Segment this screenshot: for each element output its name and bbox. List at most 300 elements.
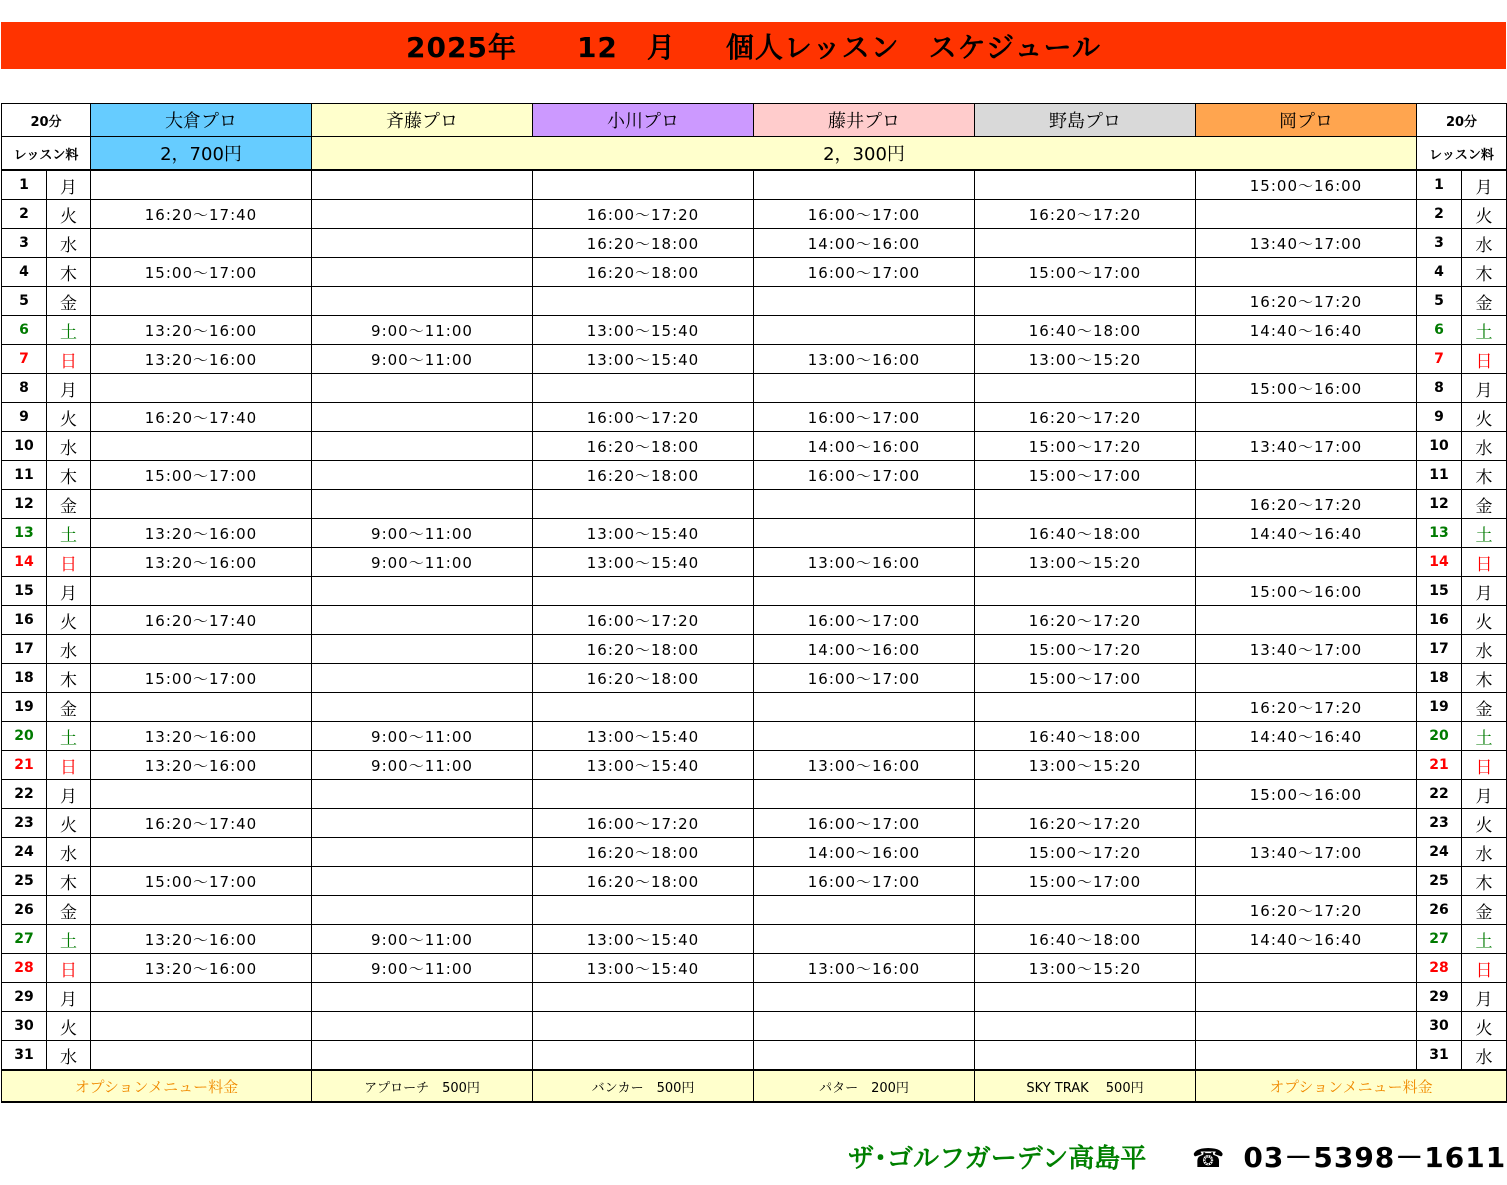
weekday: 月	[47, 577, 91, 606]
lesson-slot: 15:00～16:00	[1196, 577, 1417, 606]
lesson-slot	[312, 1041, 533, 1071]
weekday: 日	[47, 751, 91, 780]
weekday-right: 土	[1462, 925, 1507, 954]
lesson-slot	[312, 258, 533, 287]
lesson-slot: 13:00～15:40	[533, 316, 754, 345]
day-number-right: 18	[1417, 664, 1462, 693]
lesson-slot: 9:00～11:00	[312, 954, 533, 983]
lesson-slot: 13:40～17:00	[1196, 838, 1417, 867]
lesson-slot: 16:00～17:00	[754, 606, 975, 635]
lesson-slot	[533, 170, 754, 200]
weekday: 水	[47, 229, 91, 258]
lesson-slot	[1196, 751, 1417, 780]
lesson-slot: 14:00～16:00	[754, 229, 975, 258]
lesson-slot: 13:00～16:00	[754, 954, 975, 983]
lesson-slot: 13:00～16:00	[754, 548, 975, 577]
day-number-right: 5	[1417, 287, 1462, 316]
lesson-slot: 13:20～16:00	[91, 722, 312, 751]
lesson-slot: 9:00～11:00	[312, 519, 533, 548]
table-row	[2, 548, 1507, 577]
lesson-slot: 16:00～17:20	[533, 809, 754, 838]
weekday: 金	[47, 287, 91, 316]
weekday: 金	[47, 490, 91, 519]
weekday-right: 水	[1462, 1041, 1507, 1071]
table-row	[2, 664, 1507, 693]
lesson-slot: 13:20～16:00	[91, 954, 312, 983]
weekday: 火	[47, 200, 91, 229]
lesson-slot: 16:40～18:00	[975, 519, 1196, 548]
lesson-slot	[533, 374, 754, 403]
lesson-slot: 16:20～17:20	[1196, 287, 1417, 316]
day-number-right: 23	[1417, 809, 1462, 838]
weekday: 火	[47, 606, 91, 635]
day-number-right: 26	[1417, 896, 1462, 925]
lesson-slot: 13:00～15:20	[975, 954, 1196, 983]
day-number-right: 13	[1417, 519, 1462, 548]
day-number-right: 2	[1417, 200, 1462, 229]
lesson-slot: 14:40～16:40	[1196, 519, 1417, 548]
table-row	[2, 925, 1507, 954]
weekday: 月	[47, 983, 91, 1012]
pro-name-5: 野島プロ	[975, 104, 1196, 137]
weekday: 木	[47, 867, 91, 896]
lesson-slot	[312, 461, 533, 490]
day-number: 24	[2, 838, 47, 867]
lesson-slot: 14:40～16:40	[1196, 316, 1417, 345]
weekday: 日	[47, 345, 91, 374]
fee-others: 2，300円	[312, 137, 1417, 171]
lesson-slot	[754, 519, 975, 548]
weekday: 土	[47, 519, 91, 548]
schedule-table	[1, 103, 1507, 1103]
day-number: 23	[2, 809, 47, 838]
fee-label-right: レッスン料	[1417, 137, 1507, 171]
lesson-slot: 15:00～17:00	[975, 258, 1196, 287]
lesson-slot: 16:20～17:40	[91, 403, 312, 432]
lesson-slot	[1196, 809, 1417, 838]
lesson-slot: 14:40～16:40	[1196, 722, 1417, 751]
lesson-slot	[754, 780, 975, 809]
option-item: アプローチ 500円	[312, 1070, 533, 1102]
lesson-slot	[91, 287, 312, 316]
lesson-slot: 16:00～17:00	[754, 461, 975, 490]
weekday-right: 日	[1462, 548, 1507, 577]
day-number-right: 22	[1417, 780, 1462, 809]
weekday: 日	[47, 954, 91, 983]
lesson-slot: 16:00～17:20	[533, 606, 754, 635]
lesson-slot	[975, 170, 1196, 200]
weekday-right: 月	[1462, 170, 1507, 200]
weekday: 火	[47, 809, 91, 838]
lesson-slot	[91, 432, 312, 461]
lesson-slot	[1196, 461, 1417, 490]
lesson-slot: 16:20～17:40	[91, 200, 312, 229]
lesson-slot: 13:00～15:20	[975, 548, 1196, 577]
lesson-slot: 15:00～16:00	[1196, 170, 1417, 200]
lesson-slot	[91, 374, 312, 403]
day-number-right: 31	[1417, 1041, 1462, 1071]
weekday: 土	[47, 316, 91, 345]
lesson-slot: 16:00～17:20	[533, 403, 754, 432]
lesson-slot	[754, 287, 975, 316]
lesson-slot	[312, 490, 533, 519]
lesson-slot: 16:20～18:00	[533, 258, 754, 287]
lesson-slot	[91, 229, 312, 258]
lesson-slot: 9:00～11:00	[312, 925, 533, 954]
lesson-slot	[975, 896, 1196, 925]
lesson-slot: 13:40～17:00	[1196, 635, 1417, 664]
fee-okura: 2，700円	[91, 137, 312, 171]
lesson-slot	[1196, 258, 1417, 287]
weekday: 月	[47, 780, 91, 809]
lesson-slot: 13:00～15:20	[975, 345, 1196, 374]
weekday-right: 火	[1462, 1012, 1507, 1041]
lesson-slot	[312, 577, 533, 606]
day-number-right: 29	[1417, 983, 1462, 1012]
day-number: 5	[2, 287, 47, 316]
lesson-slot: 15:00～17:00	[975, 867, 1196, 896]
lesson-slot: 9:00～11:00	[312, 751, 533, 780]
lesson-slot	[754, 170, 975, 200]
lesson-slot: 16:20～17:20	[1196, 896, 1417, 925]
lesson-slot	[91, 983, 312, 1012]
day-number-right: 15	[1417, 577, 1462, 606]
table-row	[2, 838, 1507, 867]
page-title: 個人レッスン スケジュール	[725, 30, 1101, 64]
day-number-right: 3	[1417, 229, 1462, 258]
weekday-right: 水	[1462, 432, 1507, 461]
option-item: SKY TRAK 500円	[975, 1070, 1196, 1102]
phone-number: 03－5398－1611	[1243, 1141, 1507, 1174]
table-row	[2, 229, 1507, 258]
lesson-slot	[91, 1041, 312, 1071]
lesson-slot: 15:00～16:00	[1196, 374, 1417, 403]
lesson-slot: 13:00～15:40	[533, 548, 754, 577]
lesson-slot	[754, 693, 975, 722]
lesson-slot: 14:00～16:00	[754, 838, 975, 867]
lesson-slot	[312, 432, 533, 461]
day-number-right: 19	[1417, 693, 1462, 722]
weekday: 水	[47, 432, 91, 461]
weekday-right: 日	[1462, 751, 1507, 780]
lesson-slot: 16:00～17:00	[754, 867, 975, 896]
lesson-slot: 16:00～17:00	[754, 200, 975, 229]
lesson-slot: 13:00～15:40	[533, 722, 754, 751]
day-number: 20	[2, 722, 47, 751]
day-number: 22	[2, 780, 47, 809]
weekday-right: 火	[1462, 403, 1507, 432]
day-number-right: 10	[1417, 432, 1462, 461]
lesson-slot: 16:20～18:00	[533, 838, 754, 867]
header-row-fees	[2, 137, 1507, 171]
weekday-right: 月	[1462, 577, 1507, 606]
pro-name-3: 小川プロ	[533, 104, 754, 137]
title-month: 12 月	[576, 30, 676, 64]
table-row	[2, 896, 1507, 925]
weekday-right: 月	[1462, 780, 1507, 809]
lesson-slot	[754, 1041, 975, 1071]
table-row	[2, 954, 1507, 983]
lesson-slot	[533, 693, 754, 722]
lesson-slot: 15:00～16:00	[1196, 780, 1417, 809]
weekday-right: 土	[1462, 519, 1507, 548]
lesson-slot: 16:20～18:00	[533, 432, 754, 461]
weekday-right: 月	[1462, 374, 1507, 403]
lesson-slot	[533, 1012, 754, 1041]
lesson-slot: 13:40～17:00	[1196, 229, 1417, 258]
weekday: 火	[47, 403, 91, 432]
lesson-slot: 9:00～11:00	[312, 345, 533, 374]
lesson-slot	[1196, 867, 1417, 896]
lesson-slot	[1196, 983, 1417, 1012]
lesson-slot	[91, 896, 312, 925]
weekday-right: 木	[1462, 461, 1507, 490]
lesson-slot: 13:20～16:00	[91, 345, 312, 374]
lesson-slot: 13:00～15:40	[533, 751, 754, 780]
day-number-right: 28	[1417, 954, 1462, 983]
weekday-right: 金	[1462, 287, 1507, 316]
lesson-slot	[754, 896, 975, 925]
lesson-slot	[533, 577, 754, 606]
lesson-slot	[1196, 954, 1417, 983]
lesson-slot: 13:20～16:00	[91, 316, 312, 345]
day-number: 10	[2, 432, 47, 461]
day-number-right: 14	[1417, 548, 1462, 577]
weekday: 木	[47, 258, 91, 287]
lesson-slot	[533, 1041, 754, 1071]
day-number-right: 20	[1417, 722, 1462, 751]
day-number: 31	[2, 1041, 47, 1071]
lesson-slot: 14:40～16:40	[1196, 925, 1417, 954]
table-row	[2, 170, 1507, 200]
lesson-slot: 16:20～18:00	[533, 635, 754, 664]
lesson-slot: 16:20～18:00	[533, 461, 754, 490]
day-number-right: 4	[1417, 258, 1462, 287]
lesson-slot	[91, 838, 312, 867]
lesson-slot: 9:00～11:00	[312, 316, 533, 345]
day-number: 29	[2, 983, 47, 1012]
lesson-slot	[312, 635, 533, 664]
lesson-slot	[754, 1012, 975, 1041]
weekday: 日	[47, 548, 91, 577]
lesson-slot: 9:00～11:00	[312, 722, 533, 751]
lesson-slot	[533, 287, 754, 316]
lesson-slot: 16:20～17:20	[975, 809, 1196, 838]
lesson-slot: 16:20～17:20	[1196, 490, 1417, 519]
lesson-slot: 16:40～18:00	[975, 722, 1196, 751]
table-row	[2, 635, 1507, 664]
lesson-slot: 15:00～17:00	[91, 867, 312, 896]
lesson-slot	[1196, 345, 1417, 374]
lesson-slot: 16:00～17:00	[754, 258, 975, 287]
lesson-slot	[1196, 548, 1417, 577]
weekday: 火	[47, 1012, 91, 1041]
table-row	[2, 722, 1507, 751]
day-number: 14	[2, 548, 47, 577]
table-row	[2, 316, 1507, 345]
day-number: 12	[2, 490, 47, 519]
lesson-slot: 16:40～18:00	[975, 925, 1196, 954]
lesson-slot	[312, 229, 533, 258]
lesson-slot	[312, 780, 533, 809]
title-year: 2025年	[406, 30, 517, 64]
table-row	[2, 461, 1507, 490]
lesson-slot: 15:00～17:00	[91, 258, 312, 287]
weekday: 土	[47, 722, 91, 751]
pro-name-1: 大倉プロ	[91, 104, 312, 137]
table-row	[2, 432, 1507, 461]
pro-name-4: 藤井プロ	[754, 104, 975, 137]
lesson-slot: 16:20～17:20	[975, 606, 1196, 635]
day-number: 18	[2, 664, 47, 693]
day-number-right: 24	[1417, 838, 1462, 867]
weekday-right: 金	[1462, 896, 1507, 925]
day-number: 11	[2, 461, 47, 490]
footer-company-name: ザ･ゴルフガーデン高島平	[848, 1144, 1147, 1174]
lesson-slot: 16:00～17:00	[754, 664, 975, 693]
lesson-slot: 14:00～16:00	[754, 432, 975, 461]
lesson-slot: 16:20～17:40	[91, 809, 312, 838]
lesson-slot: 13:20～16:00	[91, 548, 312, 577]
lesson-slot	[754, 925, 975, 954]
day-number-right: 21	[1417, 751, 1462, 780]
day-number-right: 9	[1417, 403, 1462, 432]
lesson-slot: 15:00～17:20	[975, 838, 1196, 867]
table-row	[2, 403, 1507, 432]
weekday: 水	[47, 635, 91, 664]
lesson-slot: 16:20～18:00	[533, 229, 754, 258]
lesson-slot	[1196, 606, 1417, 635]
lesson-slot	[975, 983, 1196, 1012]
lesson-slot	[975, 490, 1196, 519]
day-number-right: 6	[1417, 316, 1462, 345]
day-number: 1	[2, 170, 47, 200]
lesson-slot: 13:00～15:40	[533, 345, 754, 374]
weekday-right: 金	[1462, 693, 1507, 722]
weekday-right: 水	[1462, 635, 1507, 664]
table-row	[2, 983, 1507, 1012]
lesson-slot: 13:20～16:00	[91, 925, 312, 954]
lesson-slot	[312, 896, 533, 925]
table-row	[2, 1041, 1507, 1071]
day-number: 7	[2, 345, 47, 374]
lesson-slot: 16:00～17:00	[754, 809, 975, 838]
telephone-icon: ☎	[1192, 1144, 1226, 1174]
lesson-slot	[975, 577, 1196, 606]
weekday-right: 火	[1462, 809, 1507, 838]
lesson-slot	[312, 983, 533, 1012]
lesson-slot	[533, 490, 754, 519]
lesson-slot: 16:20～17:20	[1196, 693, 1417, 722]
lesson-slot: 9:00～11:00	[312, 548, 533, 577]
day-number: 28	[2, 954, 47, 983]
lesson-slot	[91, 780, 312, 809]
table-row	[2, 693, 1507, 722]
weekday: 木	[47, 461, 91, 490]
lesson-slot: 15:00～17:00	[91, 664, 312, 693]
options-label-right: オプションメニュー料金	[1196, 1070, 1507, 1102]
lesson-slot: 15:00～17:20	[975, 432, 1196, 461]
day-number: 21	[2, 751, 47, 780]
weekday-right: 金	[1462, 490, 1507, 519]
day-number: 8	[2, 374, 47, 403]
table-row	[2, 490, 1507, 519]
lesson-slot	[91, 577, 312, 606]
lesson-slot	[754, 490, 975, 519]
weekday: 金	[47, 896, 91, 925]
day-number-right: 30	[1417, 1012, 1462, 1041]
day-number: 25	[2, 867, 47, 896]
day-number: 27	[2, 925, 47, 954]
weekday-right: 水	[1462, 838, 1507, 867]
lesson-slot	[754, 316, 975, 345]
header-row-pros	[2, 104, 1507, 137]
table-row	[2, 606, 1507, 635]
weekday: 月	[47, 170, 91, 200]
pro-name-6: 岡プロ	[1196, 104, 1417, 137]
day-number: 13	[2, 519, 47, 548]
lesson-slot	[533, 896, 754, 925]
day-number-right: 11	[1417, 461, 1462, 490]
day-number-right: 7	[1417, 345, 1462, 374]
lesson-slot	[91, 1012, 312, 1041]
day-number: 9	[2, 403, 47, 432]
day-number: 3	[2, 229, 47, 258]
table-row	[2, 200, 1507, 229]
lesson-slot	[975, 229, 1196, 258]
pro-name-2: 斉藤プロ	[312, 104, 533, 137]
lesson-slot	[1196, 1041, 1417, 1071]
day-number-right: 27	[1417, 925, 1462, 954]
duration-label: 20分	[2, 104, 91, 137]
table-row	[2, 867, 1507, 896]
table-row	[2, 751, 1507, 780]
lesson-slot	[312, 170, 533, 200]
lesson-slot	[312, 606, 533, 635]
table-row	[2, 1012, 1507, 1041]
day-number-right: 25	[1417, 867, 1462, 896]
lesson-slot: 13:00～16:00	[754, 751, 975, 780]
weekday-right: 木	[1462, 664, 1507, 693]
lesson-slot	[533, 780, 754, 809]
lesson-slot	[312, 867, 533, 896]
lesson-slot: 16:20～17:20	[975, 403, 1196, 432]
weekday: 木	[47, 664, 91, 693]
lesson-slot: 15:00～17:00	[975, 461, 1196, 490]
lesson-slot	[312, 838, 533, 867]
lesson-slot: 16:20～18:00	[533, 664, 754, 693]
lesson-slot	[312, 1012, 533, 1041]
lesson-slot	[91, 635, 312, 664]
lesson-slot: 13:20～16:00	[91, 519, 312, 548]
lesson-slot: 13:20～16:00	[91, 751, 312, 780]
lesson-slot: 15:00～17:00	[91, 461, 312, 490]
lesson-slot: 14:00～16:00	[754, 635, 975, 664]
weekday: 土	[47, 925, 91, 954]
lesson-slot: 13:00～15:40	[533, 519, 754, 548]
lesson-slot	[754, 577, 975, 606]
day-number: 15	[2, 577, 47, 606]
table-row	[2, 258, 1507, 287]
day-number-right: 12	[1417, 490, 1462, 519]
fee-label: レッスン料	[2, 137, 91, 171]
day-number: 4	[2, 258, 47, 287]
lesson-slot	[754, 722, 975, 751]
table-row	[2, 287, 1507, 316]
lesson-slot: 16:00～17:20	[533, 200, 754, 229]
lesson-slot: 13:00～15:40	[533, 954, 754, 983]
lesson-slot	[312, 287, 533, 316]
